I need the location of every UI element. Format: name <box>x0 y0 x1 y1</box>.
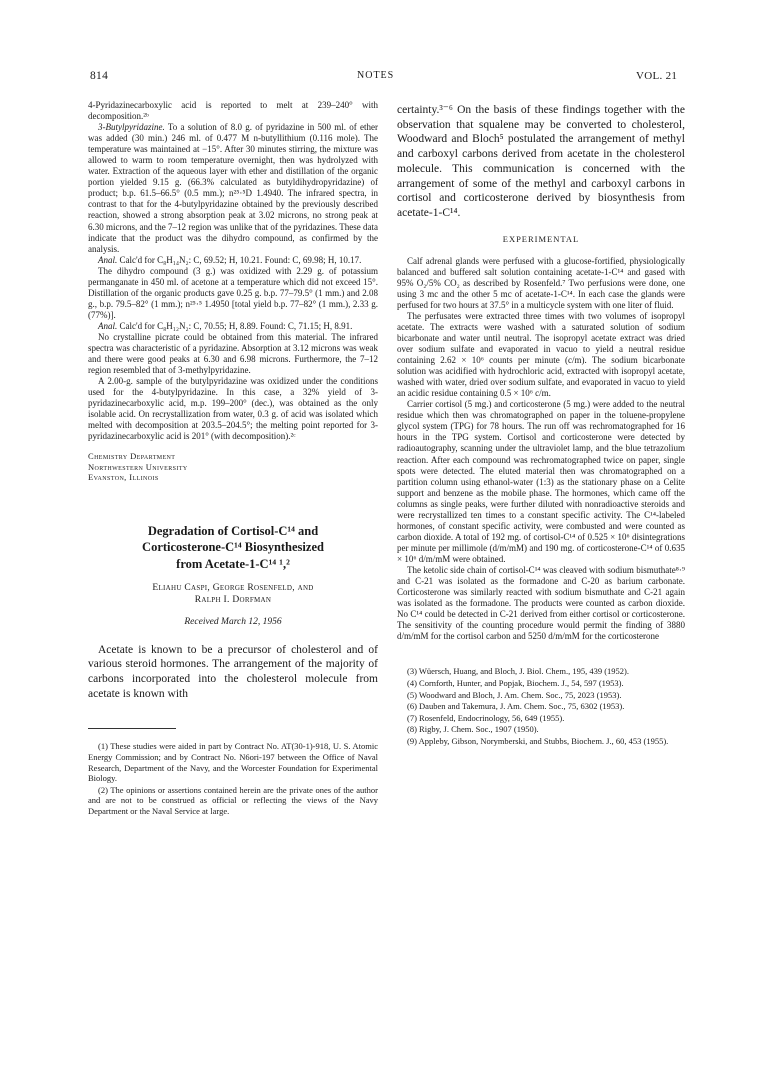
paragraph: The ketolic side chain of cortisol-C¹⁴ was cleaved with sodium bismuthate⁸·⁹ and C-21 was isolated as the formadone and C-20 as barium carbonate. Corticosterone was similarly reacted with sodium bismuthate and C-21 again was isolated as the formadone. The products were counted as carbon dioxide. No C¹⁴ could be detected in C-21 derived from either cortisol or corticosterone. The sensitivity of the counting procedure would permit the finding of 3880 d/m/mM for the cortisol carbon and 5250 d/m/mM for the corticosterone <box>397 564 685 642</box>
paragraph: The perfusates were extracted three times with two volumes of isopropyl acetate. The extracts were washed with a saturated solution of sodium bicarbonate and water until neutral. The isopropyl acetate extract was dried over sodium sulfate and evaporated in vacuo to yield a neutral residue containing 2.62 × 10⁶ counts per minute (c/m). The sodium bicarbonate solution was acidified with hydrochloric acid, extracted with isopropyl acetate, washed with water, dried over sodium sulfate, and evaporated in vacuo to yield an acidic residue containing 0.5 × 10⁶ c/m. <box>397 310 685 399</box>
reference: (6) Dauben and Takemura, J. Am. Chem. Soc., 75, 6302 (1953). <box>407 701 625 712</box>
paragraph: 4-Pyridazinecarboxylic acid is reported to melt at 239–240° with decomposition.²ᵇ <box>88 100 378 122</box>
received-date: Received March 12, 1956 <box>184 617 282 628</box>
page-number: 814 <box>90 70 109 82</box>
paragraph: Calf adrenal glands were perfused with a glucose-fortified, physiologically balanced and buffered salt solution containing acetate-1-C¹⁴ and gased with 95% O₂/5% CO₂ as described by Rosenfeld.⁷ Two perfusions were done, one using 3 mc and the other 5 mc of acetate-1-C¹⁴. In each case the glands were perfused for two hours at 37.5° in a multicycle system with one liter of fluid. <box>397 255 685 310</box>
paragraph <box>88 122 378 255</box>
paragraph: A 2.00-g. sample of the butylpyridazine was oxidized under the conditions used for the 4-butylpyridazine. In this case, a 32% yield of 3-pyridazinecarboxylic acid, m.p. 199–200° (dec.), was obtained as the only isolable acid. On recrystallization from water, 0.3 g. of acid was isolated which melted with decomposition at 203.5–204.5°; the melting point reported for 3-pyridazinecarboxylic acid is 201° (with decomposition).²ᶜ <box>88 376 378 442</box>
analysis-line <box>88 321 378 332</box>
analysis-line <box>88 255 378 266</box>
analysis-text: Calc'd for C₈H₁₂N₂: C, 70.55; H, 8.89. Found: C, 71.15; H, 8.91. <box>117 320 353 331</box>
analysis-text: Calc'd for C₈H₁₄N₂: C, 69.52; H, 10.21. Found: C, 69.98; H, 10.17. <box>117 254 362 265</box>
reference: (8) Rigby, J. Chem. Soc., 1907 (1950). <box>407 724 539 735</box>
author-address <box>88 451 378 483</box>
reference: (5) Woodward and Bloch, J. Am. Chem. Soc., 75, 2023 (1953). <box>407 689 622 700</box>
anal-label: Anal. <box>98 320 118 331</box>
article-title-line: from Acetate-1-C¹⁴ ¹,² <box>176 556 290 571</box>
right-column <box>397 103 685 747</box>
reference: (3) Wüersch, Huang, and Bloch, J. Biol. Chem., 195, 439 (1952). <box>407 666 629 677</box>
references <box>397 666 685 746</box>
article-title <box>88 523 378 573</box>
address-line: Northwestern University <box>88 461 188 472</box>
paragraph: The dihydro compound (3 g.) was oxidized with 2.29 g. of potassium permanganate in 450 ml. of acetone at a temperature which did not exceed 15°. Distillation of the organic products gave 0.25 g. b.p. 77–79.5° (1 mm.) and 2.08 g., b.p. 79.5–82° (1 mm.); n²⁵·⁵ 1.4950 [total yield b.p. 77–82° (1 mm.), 2.33 g. (77%)]. <box>88 265 378 320</box>
intro-paragraph: Acetate is known to be a precursor of cholesterol and of various steroid hormones. The arrangement of the majority of carbons incorporated into the cholesterol molecule from acetate is known with <box>88 643 378 700</box>
footnote: (2) The opinions or assertions contained herein are the private ones of the author and are not to be construed as official or reflecting the views of the Navy Department or the Naval Service at large. <box>88 784 378 816</box>
reference: (4) Cornforth, Hunter, and Popjak, Biochem. J., 54, 597 (1953). <box>407 677 624 688</box>
anal-label: Anal. <box>98 254 118 265</box>
footnote-rule <box>88 728 176 729</box>
reference: (9) Appleby, Gibson, Norymberski, and Stubbs, Biochem. J., 60, 453 (1955). <box>407 735 669 746</box>
reference: (7) Rosenfeld, Endocrinology, 56, 649 (1955). <box>407 712 565 723</box>
volume-label: VOL. 21 <box>636 70 678 82</box>
address-line: Chemistry Department <box>88 451 176 462</box>
footnote: (1) These studies were aided in part by Contract No. AT(30-1)-918, U. S. Atomic Energy Commission; and by Contract No. N6ori-197 between the Office of Naval Research, Department of the Navy, and the Worcester Foundation for Experimental Biology. <box>88 741 378 784</box>
intro-continued: certainty.³⁻⁶ On the basis of these findings together with the observation that squalene may be converted to cholesterol, Woodward and Bloch⁵ postulated the arrangement of methyl and carboxyl carbons derived from acetate in the cholesterol molecule. This communication is concerned with the arrangement of some of the methyl and carboxyl carbons in cortisol and corticosterone derived by biosynthesis from acetate-1-C¹⁴. <box>397 104 685 219</box>
left-column <box>88 100 378 817</box>
article-authors <box>88 582 378 606</box>
authors-line: Ralph I. Dorfman <box>194 595 272 606</box>
running-head: NOTES <box>357 70 395 81</box>
article-title-line: Corticosterone-C¹⁴ Biosynthesized <box>142 540 324 555</box>
article-title-line: Degradation of Cortisol-C¹⁴ and <box>147 523 319 538</box>
footnotes <box>88 741 378 816</box>
run-in-heading: 3-Butylpyridazine. <box>98 122 165 133</box>
authors-line: Eliahu Caspi, George Rosenfeld, and <box>152 583 314 594</box>
paragraph: Carrier cortisol (5 mg.) and corticosterone (5 mg.) were added to the neutral residue which then was chromatographed on paper in the toluene-propylene glycol system (TPG) for 78 hours. The run off was rechromatographed for 16 hours in the TPG system. Cortisol and corticosterone were detected by radioautography, scanning under the ultraviolet lamp, and the blue tetrazolium reaction. After each compound was rechromatographed twice on paper, single spots were detected. The eluted material then was chromatographed on a partition column using ethanol-water (1:3) as the stationary phase on a Celite support and benzene as the mobile phase. The hormones, which came off the columns as single peaks, were further diluted with nonradioactive steroids and were recrystallized ten times to a constant specific activity. The C¹⁴-labeled hormones, of constant specific activity, were combusted and were counted as carbon dioxide. A total of 192 mg. of cortisol-C¹⁴ of 0.525 × 10⁶ disintegrations per minute per millimole (d/m/mM) and 190 mg. of corticosterone-C¹⁴ of 0.635 × 10⁶ d/m/mM were obtained. <box>397 399 685 564</box>
section-heading: EXPERIMENTAL <box>502 233 580 244</box>
address-line: Evanston, Illinois <box>88 472 159 483</box>
paragraph-text: To a solution of 8.0 g. of pyridazine in 500 ml. of ether was added (30 min.) 246 ml. of 0.477 M n-butyllithium (0.116 mole). The temperature was maintained at −15°. After 30 minutes stirring, the mixture was allowed to warm to room temperature overnight, then was hydrolyzed with water. Extraction of the aqueous layer with ether and distillation of the organic portion yielded 9.15 g. (66.3% calculated as butyldihydropyridazine) of product; b.p. 61.5–66.5° (0.5 mm.); n²⁵·⁵D 1.4940. The infrared spectra, in contrast to that for the 4-butylpyridazine obtained by the previously described reaction, showed a strong absorption peak at 3.02 microns, no strong peak at 6.30 microns, and the 7–12 region was unlike that of the pyridazines. These data indicate that the product was the dihydro compound, as confirmed by the analysis. <box>88 122 378 254</box>
paragraph: No crystalline picrate could be obtained from this material. The infrared spectra was characteristic of a pyridazine. Absorption at 3.12 microns was weak and there were good peaks at 6.30 and 6.98 microns. Furthermore, the 7–12 region resembled that of 3-methylpyridazine. <box>88 331 378 376</box>
